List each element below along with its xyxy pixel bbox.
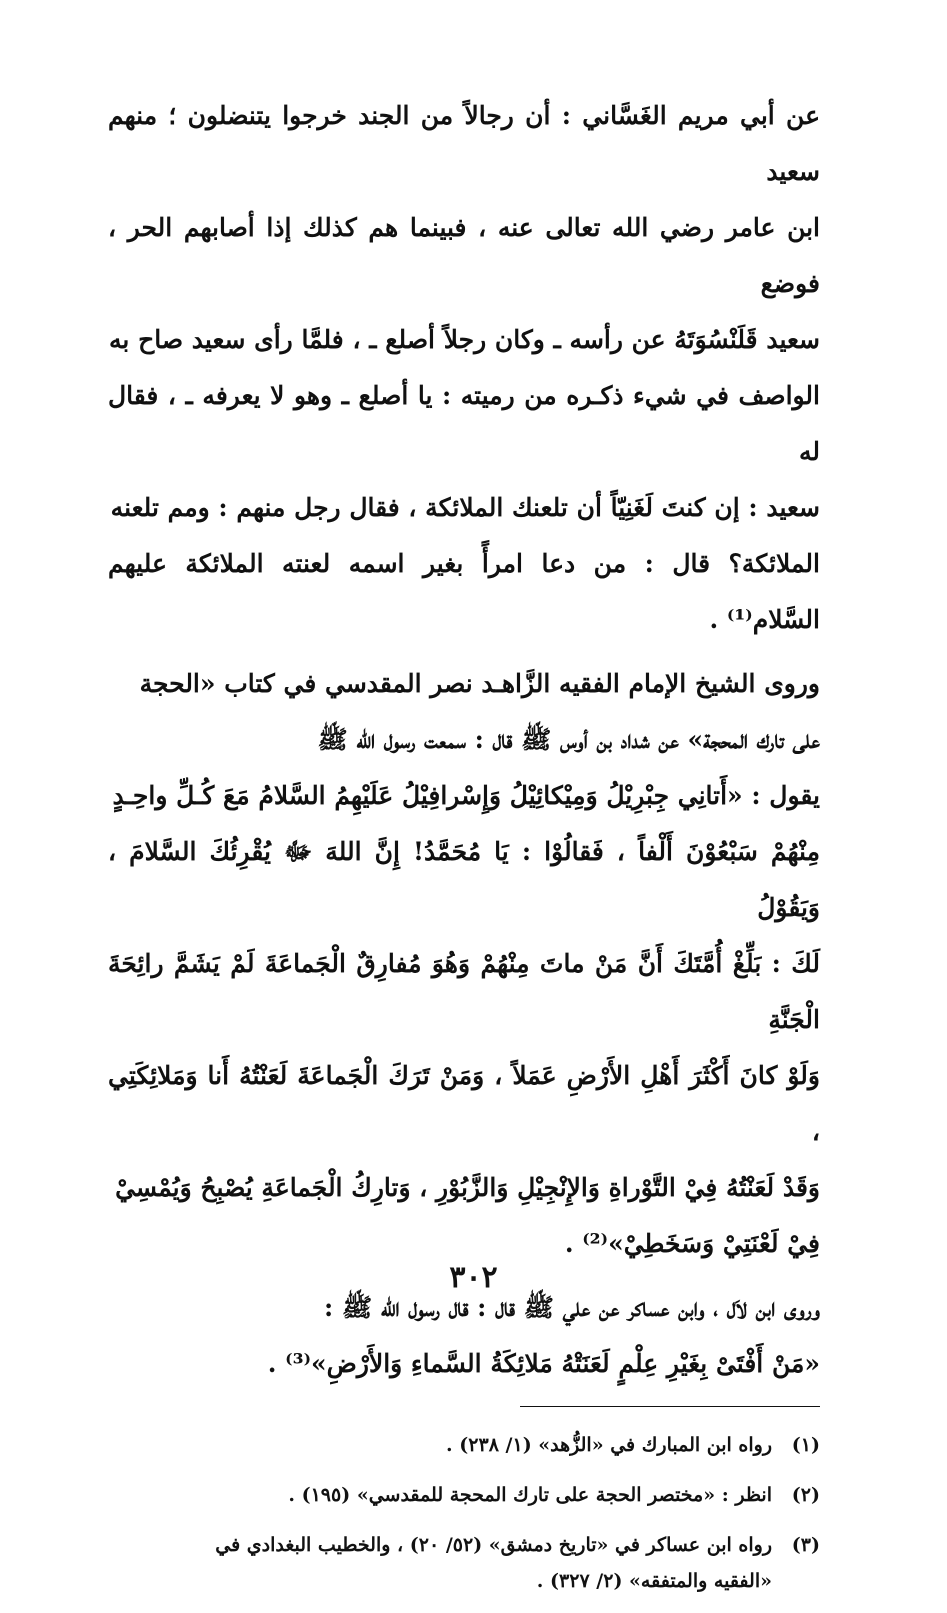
text-line: وروى الشيخ الإمام الفقيه الزَّاهـد نصر المقدسي في كتاب «الحجة [139, 669, 820, 698]
text-line: سعيد : إن كنتَ لَغَنِيّاً أن تلعنك الملائكة ، فقال رجل منهم : ومم تلعنه [110, 493, 820, 522]
footnote-3 [108, 1527, 820, 1599]
footnote-line: انظر : «مختصر الحجة على تارك المحجة للمقدسي» (١٩٥) . [288, 1484, 772, 1506]
footnote-text [108, 1527, 772, 1599]
paragraph-2 [108, 656, 820, 1272]
paragraph-1 [108, 88, 820, 648]
footnote-number: (٣) [791, 1534, 820, 1556]
footnote-text [108, 1427, 772, 1463]
page-body [108, 88, 820, 1613]
footnote-line: رواه ابن عساكر في «تاريخ دمشق» (٥٢/ ٢٠) ، والخطيب البغدادي في [215, 1534, 772, 1556]
text-line: وروى ابن لاَل ، وابن عساكر عن علي ﷺ قال : قال رسول الله ﷺ : [324, 1293, 820, 1322]
text-line: الملائكة؟ قال : من دعا امرأً بغير اسمه لعنته الملائكة عليهم السَّلام⁽¹⁾ . [108, 549, 820, 634]
text-line: «مَنْ أَفْتَىْ بِغَيْرِ عِلْمٍ لَعَنَتْهُ مَلائِكَةُ السَّماءِ وَالأَرْضِ»⁽³⁾ . [267, 1349, 820, 1378]
footnote-number: (٢) [791, 1484, 820, 1506]
text-line: سعيد قَلَنْسُوَتَهُ عن رأسه ـ وكان رجلاً أصلع ـ ، فلمَّا رأى سعيد صاح به [109, 325, 820, 354]
footnote-number: (١) [791, 1434, 820, 1456]
text-line: على تارك المحجة» عن شداد بن أوس ﷺ قال : سمعت رسول الله ﷺ [317, 725, 820, 754]
paragraph-3 [108, 1280, 820, 1392]
footnote-text [108, 1477, 772, 1513]
text-line: يقول : «أَتانِي جِبْرِيْلُ وَمِيْكائِيْلُ وَإِسْرافِيْلُ عَلَيْهِمُ السَّلامُ مَعَ كُـلِّ واحِـدٍ [112, 781, 820, 810]
text-line: الواصف في شيء ذكـره من رميته : يا أصلع ـ وهو لا يعرفه ـ ، فقال له [108, 381, 820, 466]
text-line: فِيْ لَعْنَتِيْ وَسَخَطِيْ»⁽²⁾ . [564, 1229, 820, 1258]
text-line: مِنْهُمْ سَبْعُوْنَ أَلْفاً ، فَقالُوْا : يَا مُحَمَّدُ! إِنَّ اللهَ ﷻ يُقْرِئُكَ السَّلامَ ، وَيَقُوْلُ [108, 837, 820, 922]
footnote-divider [520, 1406, 820, 1407]
text-line: عن أبي مريم الغَسَّاني : أن رجالاً من الجند خرجوا يتنضلون ؛ منهم سعيد [108, 101, 820, 186]
footnote-1 [108, 1427, 820, 1463]
text-line: وَلَوْ كانَ أَكْثَرَ أَهْلِ الأَرْضِ عَمَلاً ، وَمَنْ تَرَكَ الْجَماعَةَ لَعَنْتُهُ أَنا وَمَلائِكَتِي ، [108, 1061, 820, 1146]
footnote-line: رواه ابن المبارك في «الزُّهد» (١/ ٢٣٨) . [446, 1434, 772, 1456]
footnote-line: «الفقيه والمتفقه» (٢/ ٣٢٧) . [536, 1570, 772, 1592]
text-line: وَقَدْ لَعَنْتُهُ فِيْ التَّوْراةِ وَالإِنْجِيْلِ وَالزَّبُوْرِ ، وَتارِكُ الْجَماعَةِ يُصْبِحُ وَيُمْسِيْ [115, 1173, 820, 1202]
footnote-2 [108, 1477, 820, 1513]
text-line: ابن عامر رضي الله تعالى عنه ، فبينما هم كذلك إذا أصابهم الحر ، فوضع [108, 213, 820, 298]
text-line: لَكَ : بَلِّغْ أُمَّتَكَ أَنَّ مَنْ ماتَ مِنْهُمْ وَهُوَ مُفارِقٌ الْجَماعَةَ لَمْ يَشَمَّ رائِحَةَ الْجَنَّةِ [108, 949, 820, 1034]
footnotes [108, 1427, 820, 1599]
page-number: ٣٠٢ [449, 1260, 498, 1295]
